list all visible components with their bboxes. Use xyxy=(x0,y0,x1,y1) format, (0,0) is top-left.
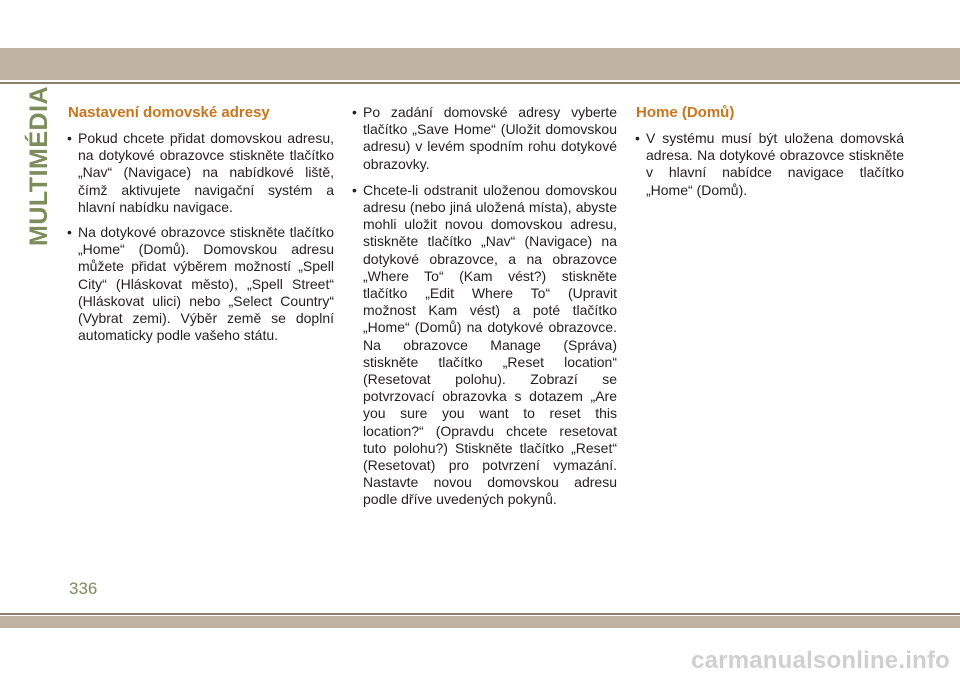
heading-home: Home (Domů) xyxy=(636,104,735,121)
bullet-list xyxy=(632,130,904,199)
bullet-list xyxy=(64,130,334,344)
bottom-divider xyxy=(0,613,960,615)
section-label: MULTIMÉDIA xyxy=(25,85,53,246)
top-divider xyxy=(0,82,960,84)
bullet-list xyxy=(349,104,617,509)
heading-home-address-setup: Nastavení domovské adresy xyxy=(68,104,270,121)
list-item: • Pokud chcete přidat domovskou adresu, na dotykové obrazovce stiskněte tlačítko „Nav“ (Navigace) na nabídkové liště, čímž aktivujete navigační systém a hlavní nabídku navigace. xyxy=(64,130,334,216)
column-1 xyxy=(64,104,334,352)
top-decorative-band xyxy=(0,48,960,80)
list-item: • Po zadání domovské adresy vyberte tlačítko „Save Home“ (Uložit domovskou adresu) v levém spodním rohu dotykové obrazovky. xyxy=(349,104,617,173)
page-number: 336 xyxy=(69,579,98,598)
list-item: • Na dotykové obrazovce stiskněte tlačítko „Home“ (Domů). Domovskou adresu můžete přidat výběrem možností „Spell City“ (Hláskovat město), „Spell Street“ (Hláskovat ulici) nebo „Select Country“ (Vybrat zemi). Výběr země se doplní automaticky podle vašeho státu. xyxy=(64,224,334,344)
list-item: • V systému musí být uložena domovská adresa. Na dotykové obrazovce stiskněte v hlavní nabídce navigace tlačítko „Home“ (Domů). xyxy=(632,130,904,199)
bottom-decorative-band xyxy=(0,616,960,628)
list-item: • Chcete-li odstranit uloženou domovskou adresu (nebo jiná uložená místa), abyste mohli uložit novou domovskou adresu, stiskněte tlačítko „Nav“ (Navigace) na dotykové obrazovce, a na obrazovce „Where To“ (Kam vést?) stiskněte tlačítko „Edit Where To“ (Upravit možnost Kam vést) a poté tlačítko „Home“ (Domů) na dotykové obrazovce. Na obrazovce Manage (Správa) stiskněte tlačítko „Reset location“ (Resetovat polohu). Zobrazí se potvrzovací obrazovka s dotazem „Are you sure you want to reset this location?“ (Opravdu chcete resetovat tuto polohu?) Stiskněte tlačítko „Reset“ (Resetovat) pro potvrzení vymazání. Nastavte novou domovskou adresu podle dříve uvedených pokynů. xyxy=(349,182,617,509)
column-2 xyxy=(349,104,617,518)
column-3 xyxy=(632,104,904,207)
watermark: carmanualsonline.info xyxy=(691,647,950,674)
